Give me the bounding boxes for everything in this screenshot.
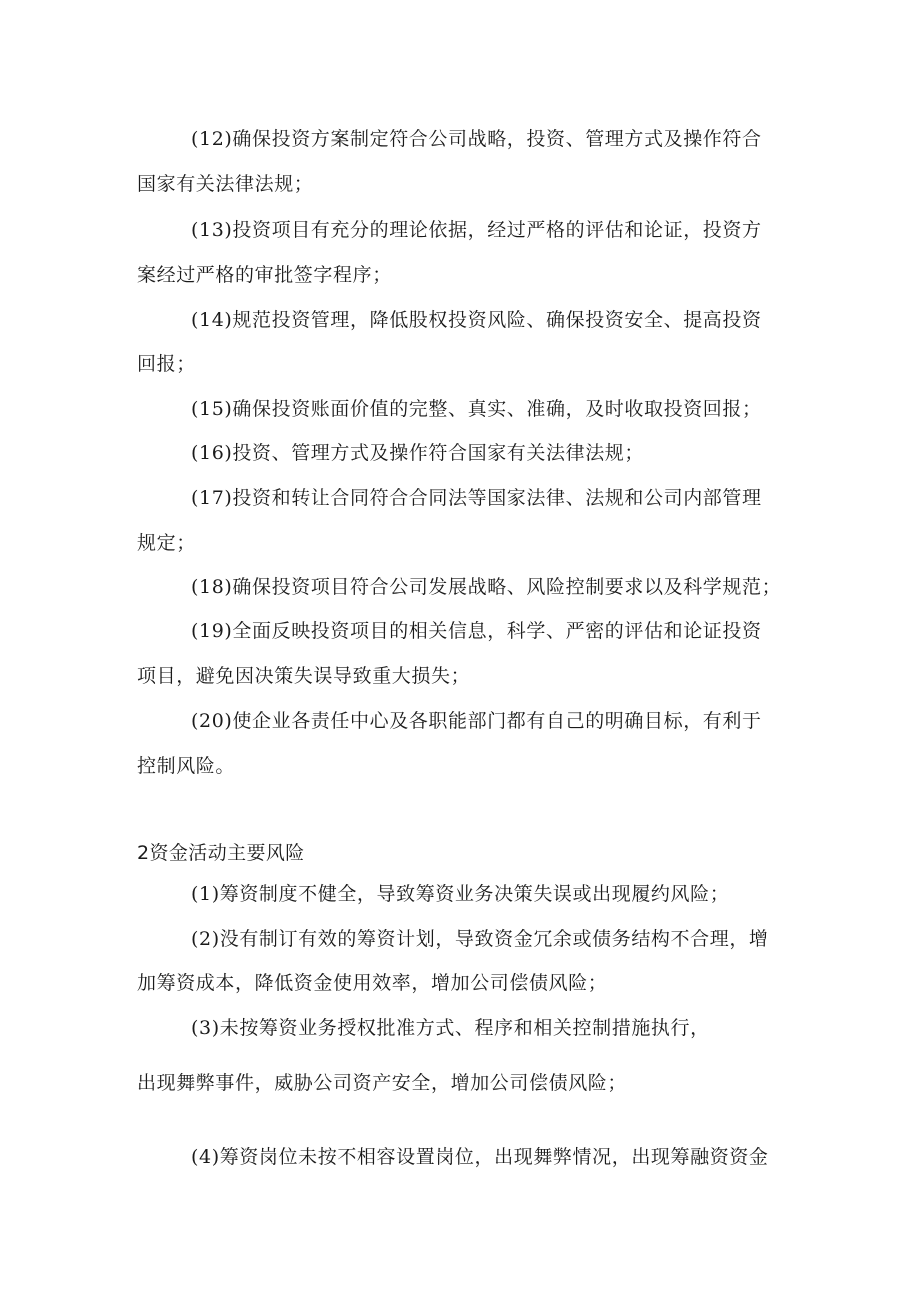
list-item-3-continuation: 出现舞弊事件，威胁公司资产安全，增加公司偿债风险；: [137, 1072, 628, 1094]
item-text: 投资和转让合同符合合同法等国家法律、法规和公司内部管理: [232, 487, 762, 509]
list-item-1: [191, 882, 729, 906]
item-text: 确保投资方案制定符合公司战略，投资、管理方式及操作符合: [232, 128, 762, 150]
item-text: 筹资岗位未按不相容设置岗位，出现舞弊情况，出现筹融资资金: [219, 1146, 769, 1168]
item-number: (1): [191, 883, 220, 905]
list-item-16: [191, 441, 644, 465]
list-item-19: [191, 619, 762, 643]
list-item-2: [191, 927, 769, 951]
item-number: (17): [191, 487, 233, 509]
item-number: (18): [191, 576, 233, 598]
list-item-12: [191, 127, 762, 151]
list-item-3: [191, 1016, 710, 1040]
section-heading: 2资金活动主要风险: [137, 842, 305, 864]
item-text: 未按筹资业务授权批准方式、程序和相关控制措施执行，: [219, 1017, 710, 1039]
item-number: (19): [191, 620, 233, 642]
item-number: (15): [191, 398, 233, 420]
list-item-13-continuation: 案经过严格的审批签字程序；: [137, 264, 392, 286]
item-number: (14): [191, 309, 233, 331]
list-item-14: [191, 308, 762, 332]
item-number: (13): [191, 219, 233, 241]
list-item-4: [191, 1145, 769, 1169]
list-item-17-continuation: 规定；: [137, 532, 196, 554]
item-number: (16): [191, 442, 233, 464]
list-item-19-continuation: 项目，避免因决策失误导致重大损失；: [137, 665, 471, 687]
list-item-2-continuation: 加筹资成本，降低资金使用效率，增加公司偿债风险；: [137, 972, 608, 994]
item-number: (2): [191, 928, 220, 950]
list-item-15: [191, 397, 762, 421]
list-item-13: [191, 218, 762, 242]
item-text: 规范投资管理，降低股权投资风险、确保投资安全、提高投资: [232, 309, 762, 331]
list-item-20-continuation: 控制风险。: [137, 755, 236, 777]
item-number: (4): [191, 1146, 220, 1168]
item-number: (20): [191, 710, 233, 732]
item-text: 确保投资账面价值的完整、真实、准确，及时收取投资回报；: [232, 398, 762, 420]
list-item-17: [191, 486, 762, 510]
item-text: 投资项目有充分的理论依据，经过严格的评估和论证，投资方: [232, 219, 762, 241]
item-text: 使企业各责任中心及各职能部门都有自己的明确目标，有利于: [232, 710, 762, 732]
item-number: (12): [191, 128, 233, 150]
list-item-14-continuation: 回报；: [137, 353, 196, 375]
item-text: 没有制订有效的筹资计划，导致资金冗余或债务结构不合理，增: [219, 928, 769, 950]
item-text: 筹资制度不健全，导致筹资业务决策失误或出现履约风险；: [219, 883, 730, 905]
list-item-20: [191, 709, 762, 733]
item-text: 投资、管理方式及操作符合国家有关法律法规；: [232, 442, 645, 464]
list-item-12-continuation: 国家有关法律法规；: [137, 173, 314, 195]
item-text: 确保投资项目符合公司发展战略、风险控制要求以及科学规范；: [232, 576, 782, 598]
list-item-18: [191, 575, 781, 599]
item-text: 全面反映投资项目的相关信息，科学、严密的评估和论证投资: [232, 620, 762, 642]
item-number: (3): [191, 1017, 220, 1039]
